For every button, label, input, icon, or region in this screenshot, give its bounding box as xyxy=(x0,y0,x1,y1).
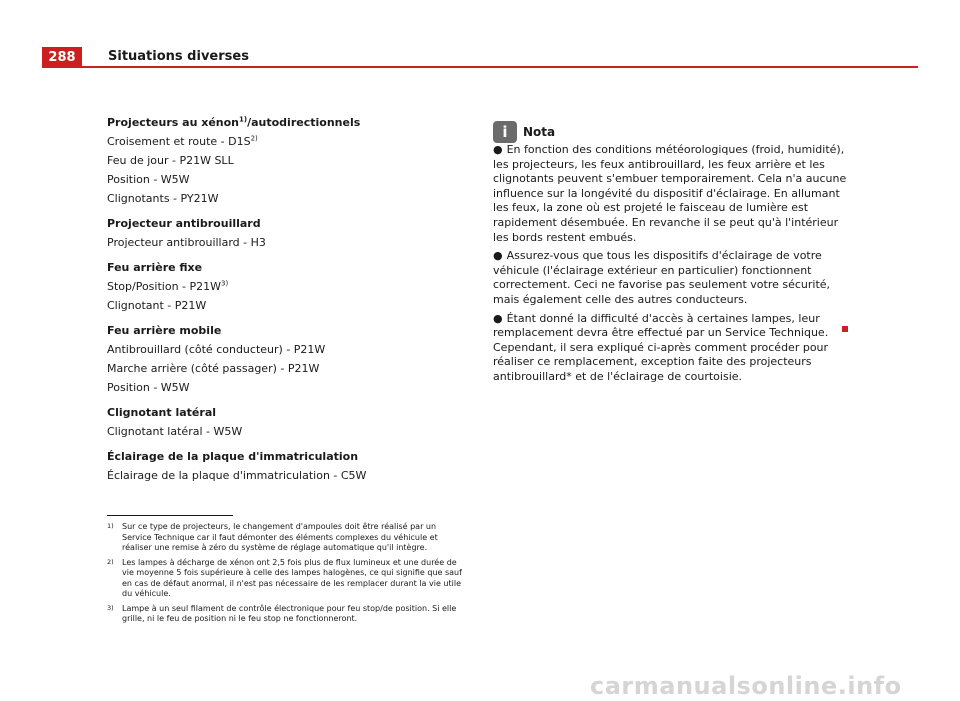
bulb-entry: Stop/Position - $P21W^{3)}$ xyxy=(107,279,229,293)
footnote xyxy=(107,604,467,625)
bulb-entry: Position - W5W xyxy=(107,173,190,186)
bulb-list xyxy=(107,113,467,485)
note-label: Nota xyxy=(523,125,556,139)
bulb-entry: Clignotant - P21W xyxy=(107,299,207,312)
bulb-entry: Clignotant latéral - W5W xyxy=(107,425,243,438)
bulb-entry: Clignotants - PY21W xyxy=(107,192,219,205)
footnote-text: Sur ce type de projecteurs, le changement d'ampoules doit être réalisé par un Service Technique car il faut démonter des éléments complexes du véhicule et réaliser une remise à zéro du système de réglage automatique qu'il intègre. xyxy=(122,522,438,552)
section-title-fog: Projecteur antibrouillard xyxy=(107,217,261,230)
note-paragraph: ● En fonction des conditions météorologiques (froid, humidité), les projecteurs, les feux antibrouillard, les feux arrière et les clignotants peuvent s'embuer temporairement. Cela n'a aucune influence sur la longévité du dispositif d'éclairage. En allumant les feux, la zone où est projeté le faisceau de lumière est rapidement désembuée. En revanche il se peut qu'à l'intérieur les bords restent embués. xyxy=(493,143,847,244)
footnote-text: Les lampes à décharge de xénon ont 2,5 fois plus de flux lumineux et une durée de vie moyenne 5 fois supérieure à celle des lampes halogènes, ce qui signifie que sauf en cas de défaut anormal, il n'est pas nécessaire de les remplacer durant la vie utile du véhicule. xyxy=(122,557,462,598)
bulb-entry: Projecteur antibrouillard - H3 xyxy=(107,236,266,249)
bulb-entry: Croisement et route - $D1S^{2)}$ xyxy=(107,134,258,148)
section-end-marker xyxy=(842,326,848,332)
footnotes xyxy=(107,522,467,629)
footnote-mark: 2) xyxy=(107,557,114,566)
note-body xyxy=(493,143,848,389)
section-title-xenon: Projecteurs au xénon$^{1)}$/autodirectionnels xyxy=(107,115,361,129)
bullet-icon: ● xyxy=(493,143,503,156)
section-title-rear-fixed: Feu arrière fixe xyxy=(107,261,203,274)
bulb-entry: Feu de jour - P21W SLL xyxy=(107,154,234,167)
bulb-entry: Position - W5W xyxy=(107,381,190,394)
footnote-mark: 3) xyxy=(107,603,114,612)
header-rule xyxy=(42,66,918,68)
info-icon: i xyxy=(493,121,517,143)
footnote xyxy=(107,558,467,600)
footnote-text: Lampe à un seul filament de contrôle électronique pour feu stop/de position. Si elle grille, ni le feu de position ni le feu stop ne fonctionneront. xyxy=(122,603,457,623)
watermark: carmanualsonline.info xyxy=(590,672,902,700)
bulb-entry: Marche arrière (côté passager) - P21W xyxy=(107,362,320,375)
note-paragraph: ● Assurez-vous que tous les dispositifs d'éclairage de votre véhicule (l'éclairage extérieur en particulier) fonctionnent correctement. Ceci ne favorise pas seulement votre sécurité, mais également celle des autres conducteurs. xyxy=(493,249,831,306)
page-title: Situations diverses xyxy=(108,49,249,64)
note-paragraph: ● Étant donné la difficulté d'accès à certaines lampes, leur remplacement devra être effectué par un Service Technique. Cependant, il sera expliqué ci-après comment procéder pour réaliser ce remplacement, exception faite des projecteurs antibrouillard* et de l'éclairage de courtoisie. xyxy=(493,311,829,383)
bullet-icon: ● xyxy=(493,311,503,325)
section-title-side-indicator: Clignotant latéral xyxy=(107,406,217,419)
section-title-plate-light: Éclairage de la plaque d'immatriculation xyxy=(107,450,359,463)
footnote-rule xyxy=(107,515,233,516)
bullet-icon: ● xyxy=(493,249,503,263)
bulb-entry: Éclairage de la plaque d'immatriculation - C5W xyxy=(107,469,367,482)
footnote-mark: 1) xyxy=(107,522,114,530)
footnote xyxy=(107,522,467,554)
section-title-rear-mobile: Feu arrière mobile xyxy=(107,324,222,337)
bulb-entry: Antibrouillard (côté conducteur) - P21W xyxy=(107,343,326,356)
page-number: 288 xyxy=(42,47,82,68)
